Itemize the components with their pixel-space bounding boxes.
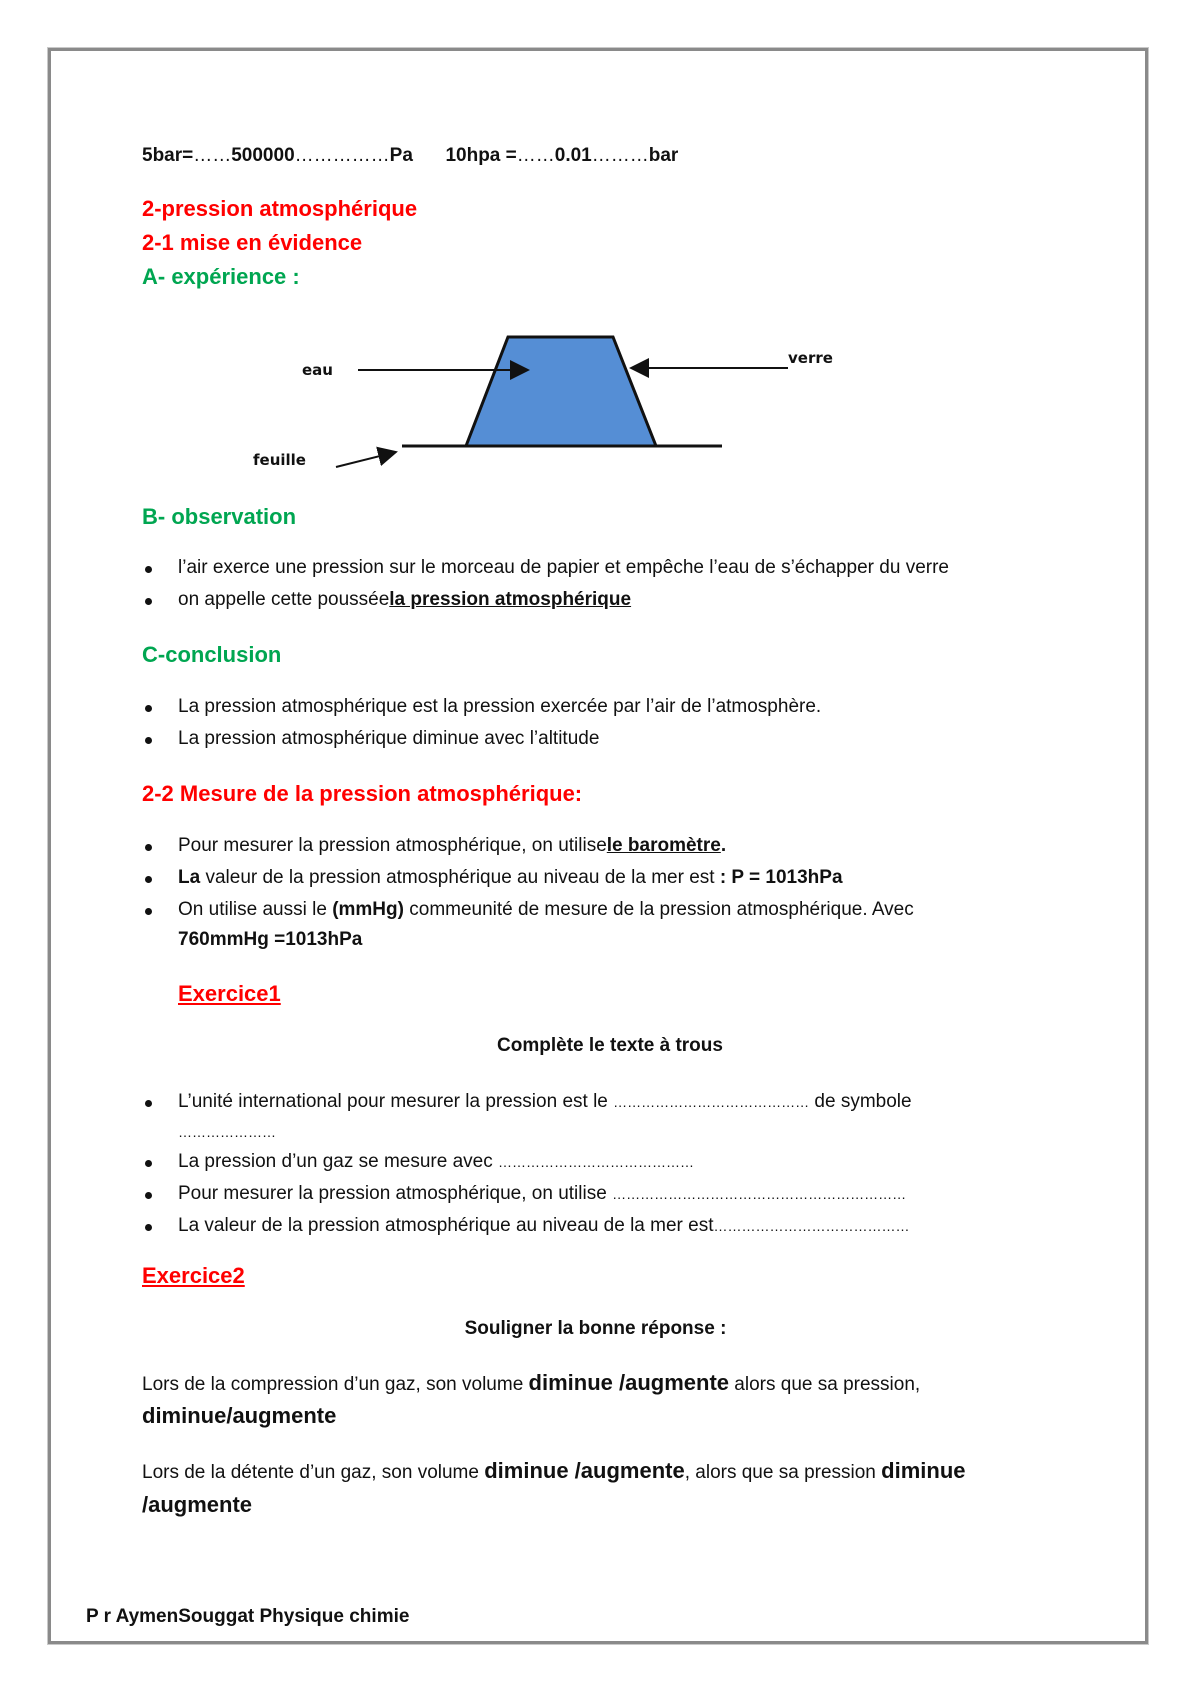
unit-mmhg: (mmHg)	[332, 899, 404, 920]
bullet	[145, 1160, 152, 1167]
heading-experience: A- expérience :	[142, 264, 300, 289]
label-eau: eau	[302, 361, 333, 379]
conversion-5bar-unit: Pa	[389, 145, 413, 166]
exercice2-p1-text: Lors de la compression d’un gaz, son volume	[142, 1374, 529, 1395]
heading-observation: B- observation	[142, 504, 297, 529]
exercice2-p1-mid: alors que sa pression,	[729, 1374, 921, 1395]
dots: ……	[193, 145, 232, 166]
exercice1-item-2	[178, 1151, 694, 1173]
dots: ………	[591, 145, 649, 166]
mesure-item-3-text-end: commeunité de mesure de la pression atmosphérique. Avec	[403, 899, 914, 920]
exercice1-item-1-text: L’unité international pour mesurer la pression est le	[178, 1091, 614, 1112]
glass-of-water	[466, 337, 656, 446]
conversion-10hpa-label: 10hpa =	[445, 145, 517, 166]
exercice2-title: Exercice2	[142, 1263, 245, 1288]
bullet	[145, 1192, 152, 1199]
heading-mise-en-evidence: 2-1 mise en évidence	[142, 230, 363, 255]
blank-dots: ……………………………………	[498, 1154, 695, 1170]
mesure-item-3	[178, 899, 914, 921]
bullet	[145, 844, 152, 851]
label-feuille: feuille	[253, 451, 306, 469]
exercice1-item-1	[178, 1091, 912, 1113]
exercice2-paragraph-1	[142, 1370, 920, 1396]
mesure-item-2	[178, 867, 843, 889]
mmhg-equivalence: 760mmHg =1013hPa	[178, 929, 363, 950]
arrow-feuille	[336, 452, 396, 467]
bullet	[145, 908, 152, 915]
mesure-item-1-text: Pour mesurer la pression atmosphérique, on utilise	[178, 835, 607, 856]
label-verre: verre	[788, 349, 833, 367]
bullet	[145, 705, 152, 712]
mesure-item-2-la: La	[178, 867, 201, 888]
dots: ……	[516, 145, 555, 166]
choice-pression-detente-diminue[interactable]: diminue	[881, 1458, 966, 1483]
exercice1-item-3-text: Pour mesurer la pression atmosphérique, on utilise	[178, 1183, 613, 1204]
conclusion-item-2: La pression atmosphérique diminue avec l’altitude	[178, 728, 600, 749]
exercice2-p2-text: Lors de la détente d’un gaz, son volume	[142, 1462, 485, 1483]
heading-conclusion: C-conclusion	[142, 642, 282, 667]
heading-pression-atmospherique: 2-pression atmosphérique	[142, 196, 418, 221]
bullet	[145, 876, 152, 883]
bullet	[145, 1224, 152, 1231]
exercice1-item-2-text: La pression d’un gaz se mesure avec	[178, 1151, 499, 1172]
choice-volume-detente[interactable]: diminue /augmente	[484, 1458, 685, 1483]
blank-dots: ………………………………………………………	[612, 1186, 907, 1202]
conversion-line	[142, 145, 678, 167]
term-barometre: le baromètre	[606, 835, 721, 856]
exercice1-subtitle: Complète le texte à trous	[497, 1035, 723, 1056]
mesure-item-2-text: valeur de la pression atmosphérique au niveau de la mer est	[200, 867, 720, 888]
conversion-5bar-value: 500000	[231, 145, 295, 166]
exercice1-item-4	[178, 1215, 910, 1237]
dots: ……………	[294, 145, 390, 166]
period: .	[720, 835, 727, 856]
bullet	[145, 1100, 152, 1107]
exercice1-title: Exercice1	[178, 981, 281, 1006]
term-pression-atmospherique: la pression atmosphérique	[389, 589, 632, 610]
conversion-10hpa-value: 0.01	[554, 145, 592, 166]
choice-pression-compression[interactable]: diminue/augmente	[142, 1403, 337, 1428]
exercice2-subtitle: Souligner la bonne réponse :	[464, 1318, 727, 1339]
experience-diagram	[240, 320, 860, 480]
blank-dots: ……………………………………	[613, 1094, 810, 1110]
choice-pression-detente-augmente[interactable]: /augmente	[142, 1492, 253, 1517]
bullet	[145, 598, 152, 605]
observation-item-2	[178, 589, 631, 611]
mesure-item-3-text: On utilise aussi le	[178, 899, 333, 920]
exercice1-item-3	[178, 1183, 906, 1205]
footer-author: P r AymenSouggat Physique chimie	[86, 1606, 410, 1627]
mesure-item-1	[178, 835, 726, 857]
blank-dots: ……………………………………	[713, 1218, 910, 1234]
observation-item-1: l’air exerce une pression sur le morceau de papier et empêche l’eau de s’échapper du verre	[178, 557, 949, 578]
blank-dots: …………………	[178, 1124, 276, 1140]
bullet	[145, 737, 152, 744]
sea-level-pressure-value: : P = 1013hPa	[719, 867, 843, 888]
bullet	[145, 566, 152, 573]
conversion-10hpa-unit: bar	[648, 145, 679, 166]
choice-volume-compression[interactable]: diminue /augmente	[528, 1370, 730, 1395]
exercice1-item-1-text-end: de symbole	[809, 1091, 912, 1112]
exercice2-p2-mid: , alors que sa pression	[684, 1462, 882, 1483]
conclusion-item-1: La pression atmosphérique est la pression exercée par l’air de l’atmosphère.	[178, 696, 822, 717]
conversion-5bar-label: 5bar=	[142, 145, 194, 166]
heading-mesure: 2-2 Mesure de la pression atmosphérique:	[142, 781, 583, 806]
exercice1-item-4-text: La valeur de la pression atmosphérique au niveau de la mer est	[178, 1215, 714, 1236]
observation-item-2-text: on appelle cette poussée	[178, 589, 390, 610]
exercice2-paragraph-2	[142, 1458, 966, 1484]
